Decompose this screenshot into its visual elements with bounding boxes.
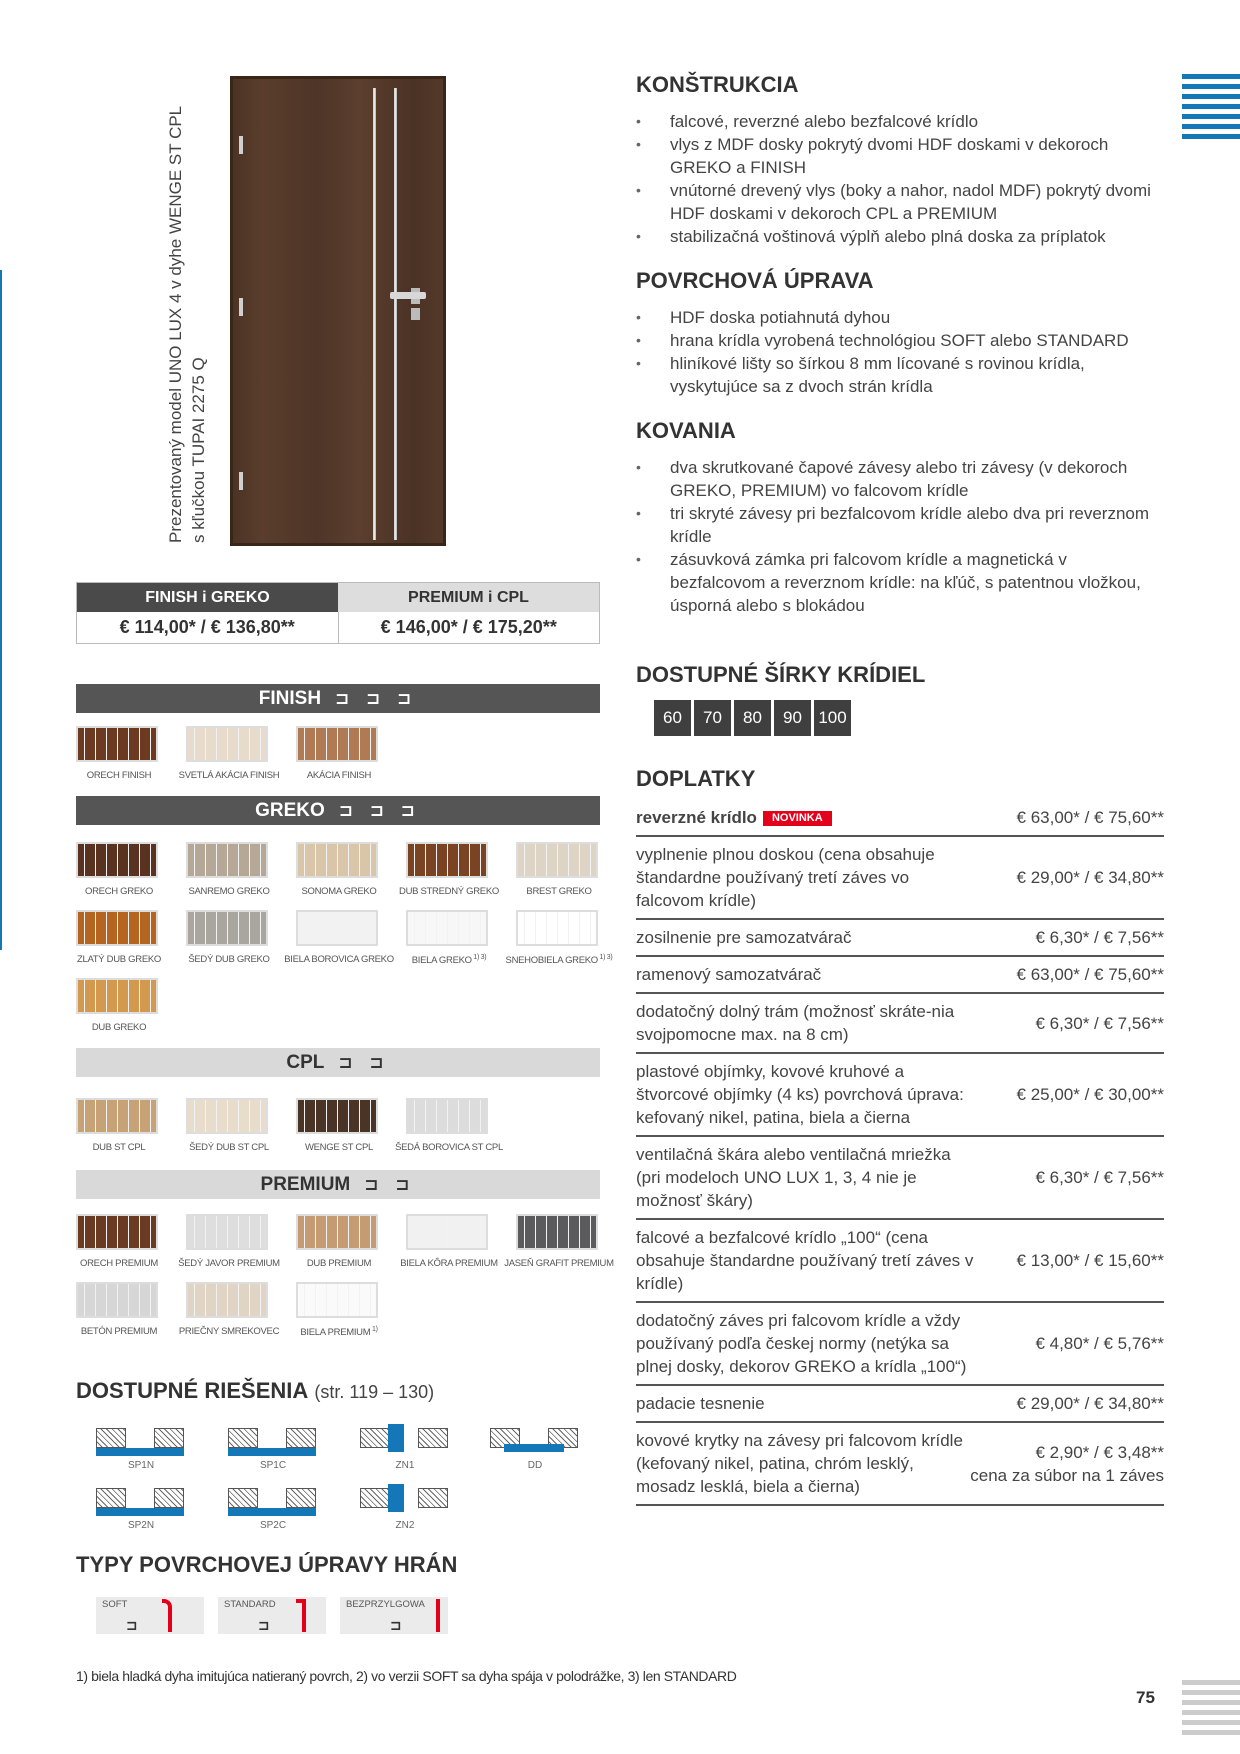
- caption-line-2: s kľučkou TUPAI 2275 Q: [189, 357, 208, 543]
- surcharge-price: € 25,00* / € 30,00**: [1016, 1085, 1164, 1104]
- swatch-label: DUB PREMIUM: [306, 1258, 372, 1269]
- surcharge-note: cena za súbor na 1 záves: [970, 1465, 1164, 1485]
- solution-diagram: [96, 1424, 186, 1484]
- door-caption: [164, 73, 210, 543]
- color-swatch: [76, 726, 158, 762]
- edge-soft: SOFT ⊐: [96, 1597, 204, 1634]
- color-swatch: [406, 1214, 488, 1250]
- surcharge-price: € 6,30* / € 7,56**: [1035, 1013, 1164, 1033]
- list-item: • dva skrutkované čapové závesy alebo tri závesy (v dekoroch GREKO, PREMIUM) vo falcovom krídle: [636, 456, 1156, 502]
- color-swatch: [516, 1214, 598, 1250]
- solution-label: ZN1: [395, 1460, 415, 1471]
- color-swatch: [296, 1214, 378, 1250]
- solution-label: SP1N: [127, 1460, 155, 1471]
- color-swatch: [76, 842, 158, 878]
- hardware-list: [636, 456, 1156, 617]
- edge-standard: STANDARD ⊐: [218, 1597, 326, 1634]
- swatch-label: BIELA GREKO $^{1) 3)}$: [411, 954, 487, 967]
- color-swatch: [186, 1098, 268, 1134]
- price-table: [76, 582, 600, 644]
- finish-title: FINISH: [258, 688, 322, 709]
- surcharge-row: [636, 957, 1164, 994]
- color-swatch: [76, 1214, 158, 1250]
- list-item: • hliníkové lišty so šírkou 8 mm lícované s rovinou krídla, vyskytujúce sa z dvoch strán krídla: [636, 352, 1156, 398]
- solutions-page-ref: (str. 119 – 130): [314, 1382, 435, 1402]
- swatch-label: DUB GREKO: [91, 1022, 147, 1033]
- swatch-label: WENGE ST CPL: [304, 1142, 374, 1153]
- swatch-label: SVETLÁ AKÁCIA FINISH: [178, 770, 280, 781]
- color-swatch: [296, 1098, 378, 1134]
- premium-category-bar: [76, 1170, 600, 1199]
- surcharge-desc: reverzné krídlo: [636, 808, 757, 827]
- swatch-label: ORECH PREMIUM: [80, 1258, 158, 1269]
- swatch-label: ZLATÝ DUB GREKO: [76, 954, 161, 965]
- surcharge-row: [636, 1137, 1164, 1220]
- list-item: • zásuvková zámka pri falcovom krídle a magnetická v bezfalcovom a reverznom krídle: na kľúč, s patentnou vložkou, úsporná alebo s blokádou: [636, 548, 1156, 617]
- list-item: • tri skryté závesy pri bezfalcovom krídle alebo dva pri reverznom krídle: [636, 502, 1156, 548]
- list-item: • stabilizačná voštinová výplň alebo plná doska za príplatok: [636, 225, 1156, 248]
- color-swatch: [406, 1098, 488, 1134]
- cpl-category-bar: [76, 1048, 600, 1077]
- width-option: 80: [734, 700, 771, 736]
- surcharge-price: € 29,00* / € 34,80**: [1016, 1394, 1164, 1413]
- swatch-label: SNEHOBIELA GREKO $^{1) 3)}$: [505, 954, 613, 967]
- edge-accent-line: [0, 270, 2, 950]
- surcharge-desc: ramenový samozatvárač: [636, 965, 822, 984]
- solution-diagram: [490, 1424, 580, 1484]
- price-premium-cpl: € 146,00* / € 175,20**: [380, 617, 557, 637]
- color-swatch: [186, 1282, 268, 1318]
- surcharge-price: € 6,30* / € 7,56**: [1035, 1168, 1164, 1187]
- surcharge-price: € 2,90* / € 3,48**: [1035, 1442, 1164, 1462]
- color-swatch: [516, 910, 598, 946]
- solution-diagram: [228, 1484, 318, 1544]
- surcharge-desc: vyplnenie plnou doskou (cena obsahuje štandardne používaný tretí záves vo falcovom krídle): [636, 845, 935, 910]
- color-swatch: [296, 910, 378, 946]
- swatch-label: SONOMA GREKO: [301, 886, 377, 897]
- premium-title: PREMIUM: [260, 1174, 351, 1195]
- surcharge-row: [636, 800, 1164, 837]
- color-swatch: [296, 842, 378, 878]
- page-number: 75: [1136, 1688, 1155, 1707]
- color-swatch: [76, 1282, 158, 1318]
- surcharges-title: DOPLATKY: [636, 766, 756, 791]
- color-swatch: [76, 978, 158, 1014]
- surface-title: POVRCHOVÁ ÚPRAVA: [636, 268, 874, 293]
- caption-line-1: Prezentovaný model UNO LUX 4 v dyhe WENGE ST CPL: [166, 105, 185, 543]
- color-swatch: [76, 1098, 158, 1134]
- color-swatch: [516, 842, 598, 878]
- surcharge-desc: dodatočný dolný trám (možnosť skráte-nia svojpomocne max. na 8 cm): [636, 1002, 955, 1044]
- door-type-icons: ⊐ ⊐: [364, 1175, 416, 1194]
- surcharge-price: € 29,00* / € 34,80**: [1016, 868, 1164, 887]
- surcharge-row: [636, 837, 1164, 920]
- swatch-label: AKÁCIA FINISH: [306, 770, 372, 781]
- solution-label: SP1C: [259, 1460, 287, 1471]
- swatch-label: ŠEDÝ DUB GREKO: [188, 954, 270, 965]
- surcharge-row: [636, 1386, 1164, 1423]
- solutions-heading: [76, 1378, 434, 1404]
- width-option: 70: [694, 700, 731, 736]
- footnote: 1) biela hladká dyha imitujúca natieraný povrch, 2) vo verzii SOFT sa dyha spája v polodrážke, 3) len STANDARD: [76, 1668, 737, 1684]
- solution-diagram: [228, 1424, 318, 1484]
- edges-title: TYPY POVRCHOVEJ ÚPRAVY HRÁN: [76, 1552, 458, 1577]
- cpl-title: CPL: [286, 1052, 325, 1073]
- edge-label: STANDARD: [224, 1599, 276, 1610]
- surcharge-row: [636, 994, 1164, 1054]
- surcharge-price: € 6,30* / € 7,56**: [1035, 928, 1164, 947]
- swatch-label: BIELA BOROVICA GREKO: [284, 954, 394, 965]
- surcharge-desc: ventilačná škára alebo ventilačná mriežka (pri modeloch UNO LUX 1, 3, 4 nie je možnosť škáry): [636, 1145, 951, 1210]
- width-option: 90: [774, 700, 811, 736]
- surcharge-desc: falcové a bezfalcové krídlo „100“ (cena obsahuje štandardne používaný tretí záves v krídle): [636, 1228, 974, 1293]
- list-item: • falcové, reverzné alebo bezfalcové krídlo: [636, 110, 1156, 133]
- surcharge-desc: plastové objímky, kovové kruhové a štvorcové objímky (4 ks) povrchová úprava: kefovaný nikel, patina, biela a čierna: [636, 1062, 964, 1127]
- list-item: • vnútorné drevený vlys (boky a nahor, nadol MDF) pokrytý dvomi HDF doskami v dekoroch CPL a PREMIUM: [636, 179, 1156, 225]
- color-swatch: [296, 1282, 378, 1318]
- width-option: 100: [814, 700, 851, 736]
- swatch-label: ŠEDÝ DUB ST CPL: [189, 1142, 269, 1153]
- widths-title: DOSTUPNÉ ŠÍRKY KRÍDIEL: [636, 662, 926, 687]
- color-swatch: [406, 842, 488, 878]
- list-item: • hrana krídla vyrobená technológiou SOFT alebo STANDARD: [636, 329, 1156, 352]
- edge-bezprzylgowa: BEZPRZYLGOWA ⊐: [340, 1597, 448, 1634]
- surcharge-row: [636, 1423, 1164, 1506]
- hardware-title: KOVANIA: [636, 418, 736, 443]
- new-badge: NOVINKA: [763, 811, 832, 826]
- edge-label: BEZPRZYLGOWA: [346, 1599, 425, 1610]
- swatch-label: BIELA PREMIUM $^{1)}$: [300, 1326, 378, 1339]
- color-swatch: [296, 726, 378, 762]
- width-option: 60: [654, 700, 691, 736]
- list-item: • HDF doska potiahnutá dyhou: [636, 306, 1156, 329]
- swatch-label: ORECH FINISH: [86, 770, 152, 781]
- door-type-icons: ⊐ ⊐: [338, 1053, 390, 1072]
- surface-list: [636, 306, 1156, 398]
- swatch-label: PRIEČNY SMREKOVEC: [178, 1326, 280, 1337]
- construction-list: [636, 110, 1156, 248]
- finish-category-bar: [76, 684, 600, 713]
- color-swatch: [406, 910, 488, 946]
- price-header-premium-cpl: PREMIUM i CPL: [338, 583, 599, 612]
- color-swatch: [186, 842, 268, 878]
- surcharges-table: [636, 800, 1164, 1506]
- surcharge-row: [636, 920, 1164, 957]
- solution-label: ZN2: [395, 1520, 415, 1531]
- surcharge-row: [636, 1054, 1164, 1137]
- surcharge-desc: padacie tesnenie: [636, 1394, 765, 1413]
- swatch-label: ŠEDÁ BOROVICA ST CPL: [395, 1142, 503, 1153]
- swatch-label: DUB STREDNÝ GREKO: [399, 886, 499, 897]
- swatch-label: BIELA KÔRA PREMIUM: [400, 1258, 498, 1269]
- surcharge-desc: kovové krytky na závesy pri falcovom krídle (kefovaný nikel, patina, chróm lesklý, mosadz lesklá, biela a čierna): [636, 1431, 963, 1496]
- surcharge-desc: dodatočný záves pri falcovom krídle a vždy používaný podľa českej normy (netýka sa plnej dosky, dekorov GREKO a krídla „100“): [636, 1311, 967, 1376]
- construction-title: KONŠTRUKCIA: [636, 72, 799, 97]
- solution-label: SP2C: [259, 1520, 287, 1531]
- surcharge-price: € 63,00* / € 75,60**: [1016, 965, 1164, 984]
- solution-diagram: [360, 1424, 450, 1484]
- edge-label: SOFT: [102, 1599, 128, 1610]
- swatch-label: ORECH GREKO: [85, 886, 153, 897]
- swatch-label: ŠEDÝ JAVOR PREMIUM: [178, 1258, 280, 1269]
- color-swatch: [76, 910, 158, 946]
- color-swatch: [186, 910, 268, 946]
- swatch-label: SANREMO GREKO: [188, 886, 270, 897]
- swatch-label: JASEŇ GRAFIT PREMIUM: [504, 1258, 614, 1269]
- color-swatch: [186, 726, 268, 762]
- solutions-title: DOSTUPNÉ RIEŠENIA: [76, 1378, 309, 1403]
- door-type-icons: ⊐ ⊐ ⊐: [335, 689, 418, 708]
- list-item: • vlys z MDF dosky pokrytý dvomi HDF doskami v dekoroch GREKO a FINISH: [636, 133, 1156, 179]
- door-image: [230, 76, 446, 546]
- door-type-icons: ⊐ ⊐ ⊐: [338, 801, 421, 820]
- swatch-label: DUB ST CPL: [92, 1142, 146, 1153]
- price-finish-greko: € 114,00* / € 136,80**: [77, 612, 339, 643]
- surcharge-price: € 63,00* / € 75,60**: [1016, 808, 1164, 827]
- surcharge-price: € 4,80* / € 5,76**: [1035, 1334, 1164, 1353]
- surcharge-row: [636, 1303, 1164, 1386]
- surcharge-price: € 13,00* / € 15,60**: [1016, 1251, 1164, 1270]
- solution-label: DD: [527, 1460, 543, 1471]
- solution-diagram: [360, 1484, 450, 1544]
- solution-label: SP2N: [127, 1520, 155, 1531]
- greko-category-bar: [76, 796, 600, 825]
- swatch-label: BREST GREKO: [526, 886, 592, 897]
- color-swatch: [186, 1214, 268, 1250]
- surcharge-row: [636, 1220, 1164, 1303]
- price-header-finish-greko: FINISH i GREKO: [77, 583, 338, 612]
- swatch-label: BETÓN PREMIUM: [80, 1326, 158, 1337]
- surcharge-desc: zosilnenie pre samozatvárač: [636, 928, 852, 947]
- solution-diagram: [96, 1484, 186, 1544]
- greko-title: GREKO: [255, 800, 325, 821]
